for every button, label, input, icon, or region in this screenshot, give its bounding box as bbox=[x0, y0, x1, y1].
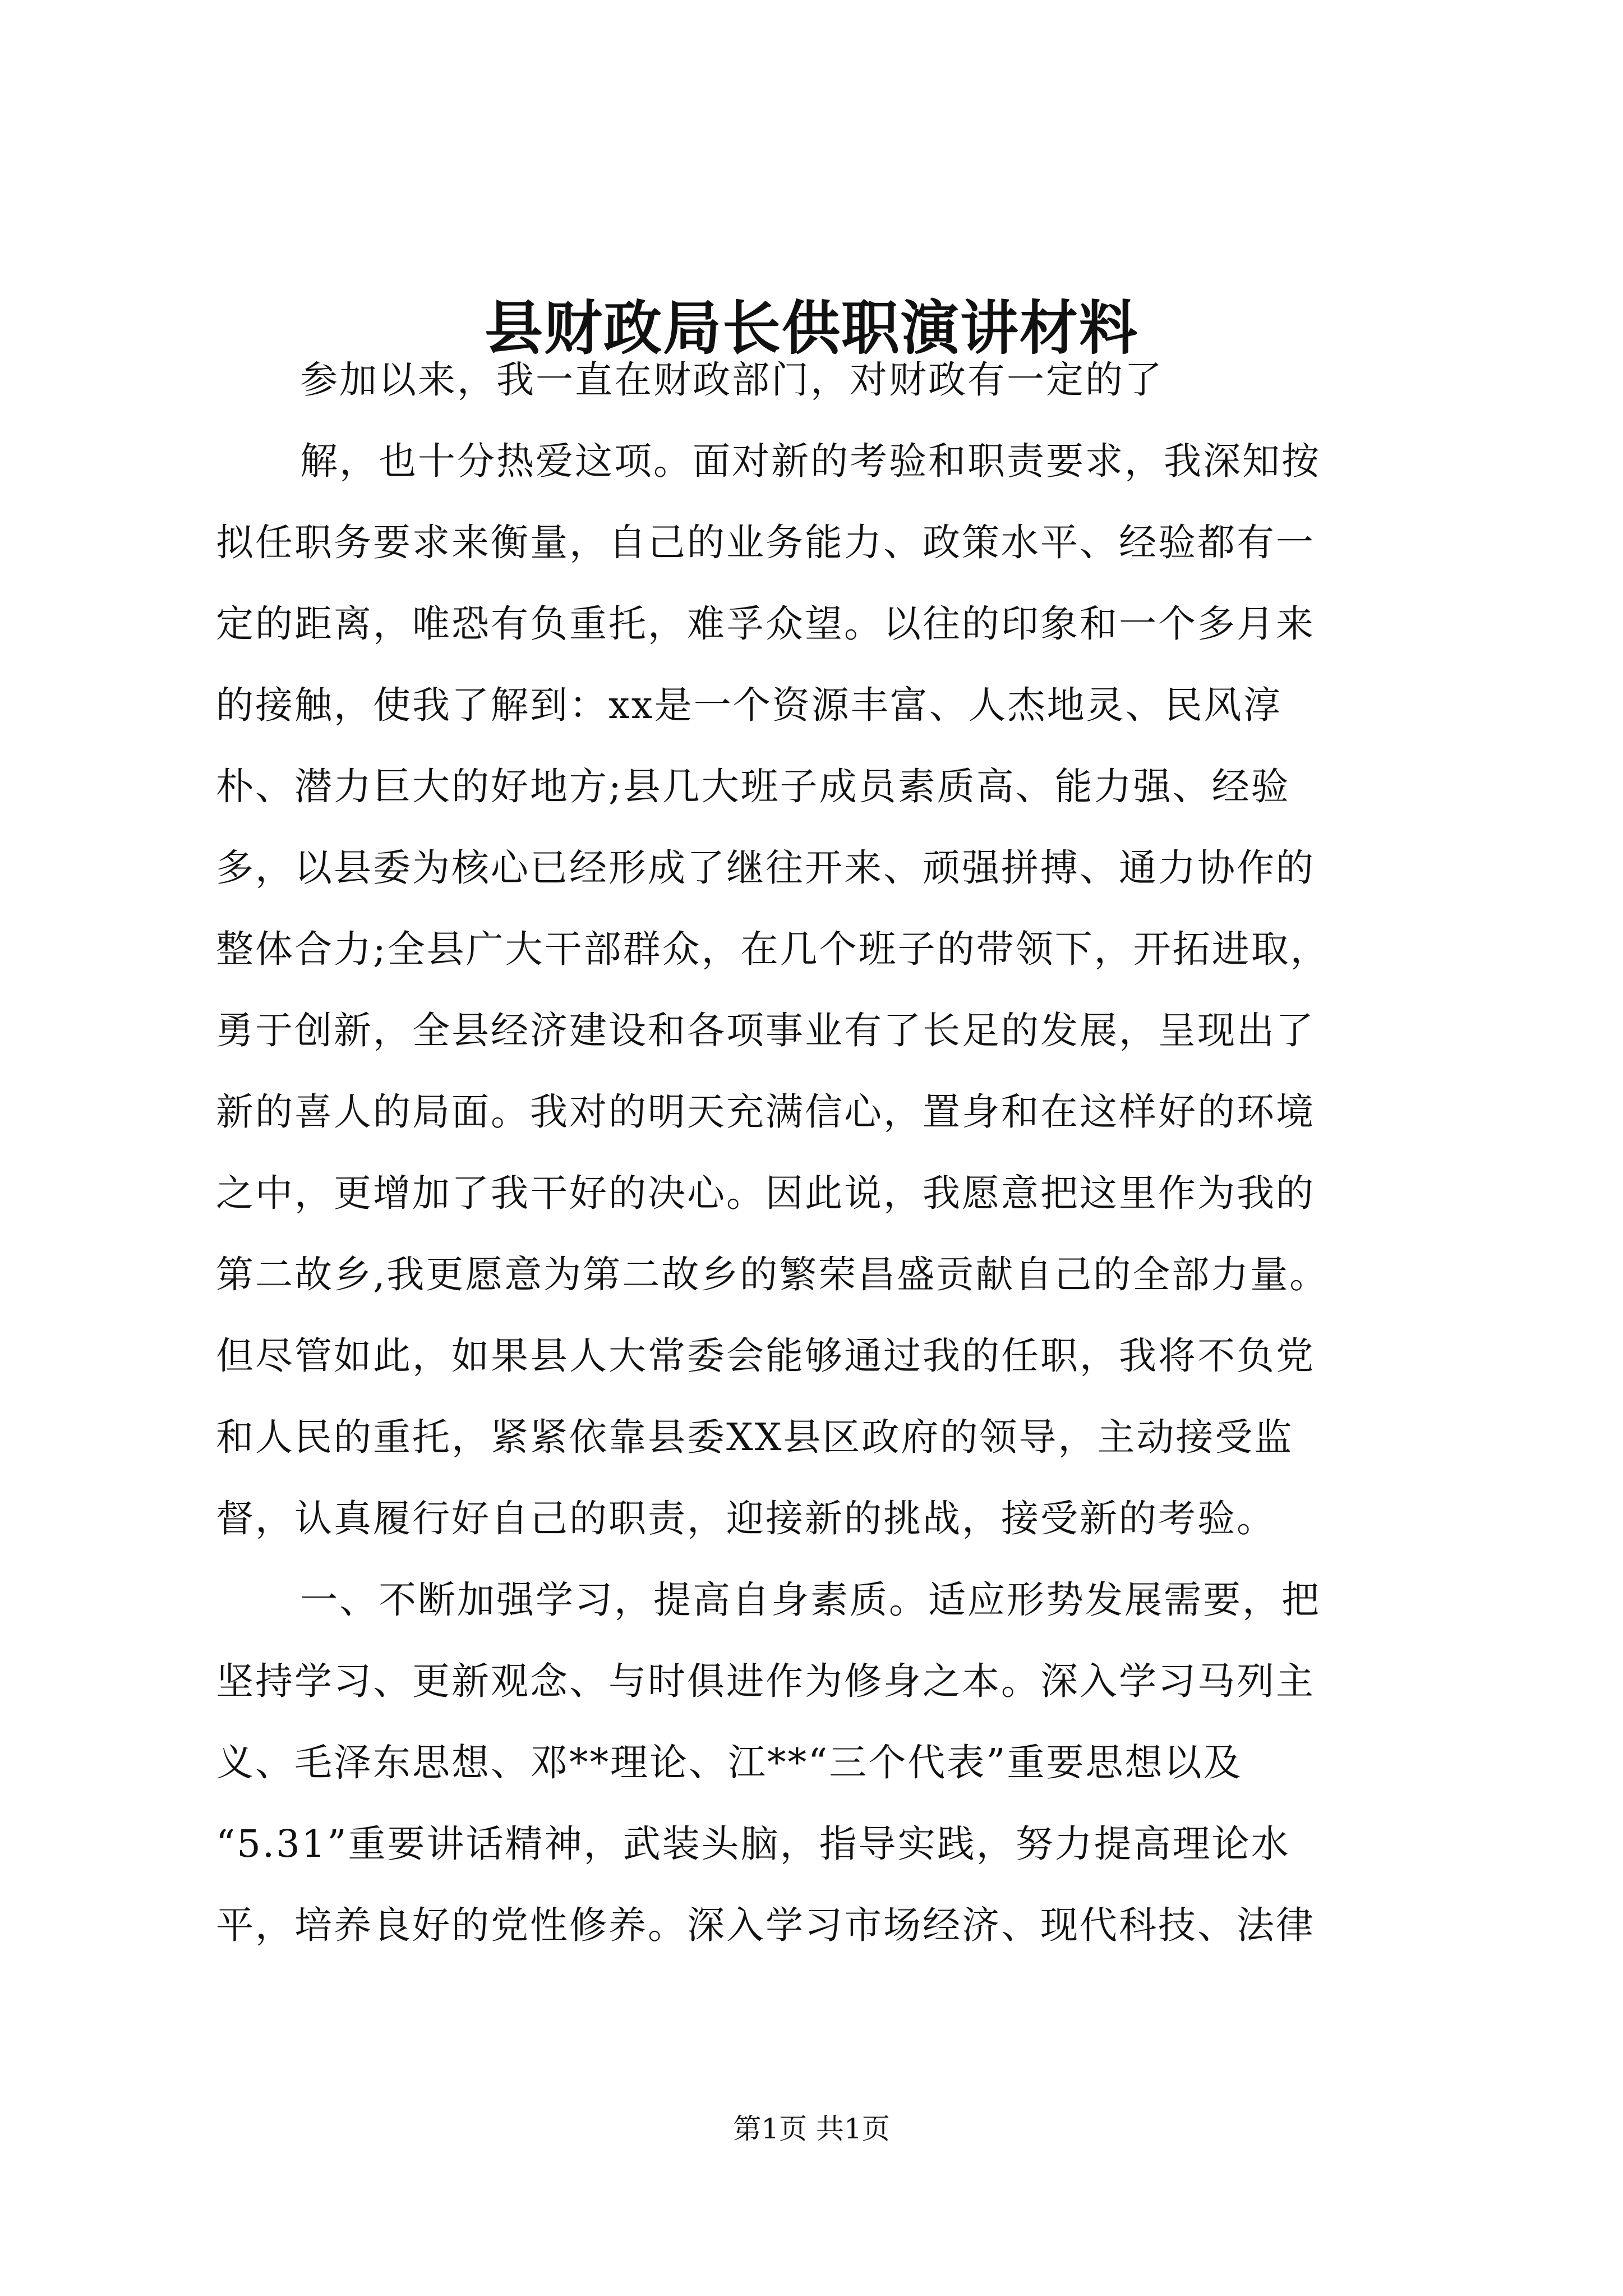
text-line: 解，也十分热爱这项。面对新的考验和职责要求，我深知按 bbox=[300, 439, 1321, 483]
text-line: 拟任职务要求来衡量，自己的业务能力、政策水平、经验都有一 bbox=[216, 521, 1315, 564]
text-line: 多，以县委为核心已经形成了继往开来、顽强拼搏、通力协作的 bbox=[216, 846, 1315, 890]
text-line: 平，培养良好的党性修养。深入学习市场经济、现代科技、法律 bbox=[216, 1903, 1315, 1947]
text-line: 之中，更增加了我干好的决心。因此说，我愿意把这里作为我的 bbox=[216, 1171, 1315, 1215]
text-line: 的接触，使我了解到：xx是一个资源丰富、人杰地灵、民风淳 bbox=[216, 683, 1283, 727]
text-line: 但尽管如此，如果县人大常委会能够通过我的任职，我将不负党 bbox=[216, 1334, 1315, 1378]
document-title: 县财政局长供职演讲材料 bbox=[484, 293, 1138, 362]
document-body bbox=[216, 339, 1416, 1966]
text-line: 和人民的重托，紧紧依靠县委XX县区政府的领导，主动接受监 bbox=[216, 1415, 1294, 1459]
text-line: 义、毛泽东思想、邓**理论、江**“三个代表”重要思想以及 bbox=[216, 1741, 1243, 1784]
text-line: 第二故乡,我更愿意为第二故乡的繁荣昌盛贡献自己的全部力量。 bbox=[216, 1253, 1329, 1296]
page-number-footer: 第1页 共1页 bbox=[733, 2113, 890, 2145]
text-line: 勇于创新，全县经济建设和各项事业有了长足的发展，呈现出了 bbox=[216, 1009, 1315, 1052]
text-line: 朴、潜力巨大的好地方;县几大班子成员素质高、能力强、经验 bbox=[216, 765, 1290, 808]
text-line: 新的喜人的局面。我对的明天充满信心，置身和在这样好的环境 bbox=[216, 1090, 1315, 1134]
text-line: 坚持学习、更新观念、与时俱进作为修身之本。深入学习马列主 bbox=[216, 1659, 1315, 1703]
text-line: 一、不断加强学习，提高自身素质。适应形势发展需要，把 bbox=[300, 1578, 1321, 1622]
text-line: 参加以来，我一直在财政部门，对财政有一定的了 bbox=[300, 358, 1164, 402]
text-line: “5.31”重要讲话精神，武装头脑，指导实践，努力提高理论水 bbox=[216, 1822, 1290, 1866]
text-line: 定的距离，唯恐有负重托，难孚众望。以往的印象和一个多月来 bbox=[216, 602, 1315, 646]
text-line: 督，认真履行好自己的职责，迎接新的挑战，接受新的考验。 bbox=[216, 1497, 1276, 1540]
text-line: 整体合力;全县广大干部群众，在几个班子的带领下，开拓进取， bbox=[216, 927, 1330, 971]
